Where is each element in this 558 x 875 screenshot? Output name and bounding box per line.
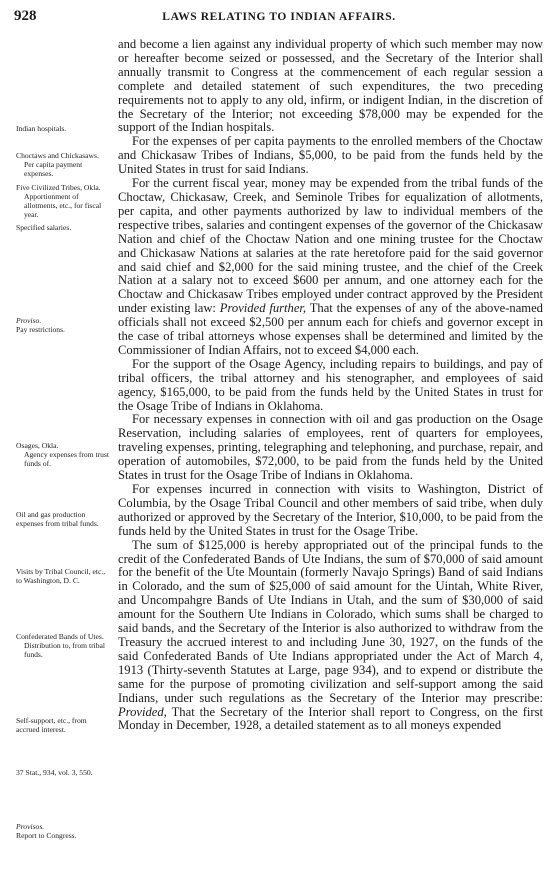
margin-note-line: Pay restrictions. bbox=[16, 325, 65, 334]
margin-note-indian-hospitals bbox=[16, 124, 112, 133]
paragraph: For the support of the Osage Agency, including repairs to buildings, and pay of tribal officers, the tribal attorney and his stenographer, and employees of said agency, $165,000, to be paid from the funds held by the United States in trust for the Osage Tribe of Indians in Oklahoma. bbox=[118, 356, 543, 413]
body-text bbox=[118, 38, 543, 733]
margin-note-line: Confederated Bands of Utes. bbox=[16, 632, 104, 641]
margin-note-self-support bbox=[16, 716, 112, 734]
proviso-phrase: Provided further, bbox=[219, 301, 307, 316]
margin-note-line: Indian hospitals. bbox=[16, 124, 67, 133]
margin-note-proviso-pay bbox=[16, 316, 112, 334]
margin-note-line: Self-support, etc., from accrued interest. bbox=[16, 716, 87, 734]
margin-note-ute-bands bbox=[16, 632, 112, 659]
paragraph-text: That the Secretary of the Interior shall report to Congress, on the first Monday in December, 1928, a detailed statement as to all moneys expended bbox=[118, 704, 544, 733]
margin-note-line: Apportionment of allotments, etc., for fiscal year. bbox=[24, 192, 102, 219]
margin-note-line: Report to Congress. bbox=[16, 831, 77, 840]
margin-note-line: Osages, Okla. bbox=[16, 441, 59, 450]
margin-note-line: 37 Stat., 934, vol. 3, 550. bbox=[16, 768, 93, 777]
margin-note-provisos-report bbox=[16, 822, 112, 840]
running-header: LAWS RELATING TO INDIAN AFFAIRS. bbox=[162, 11, 396, 23]
margin-note-line: Specified salaries. bbox=[16, 223, 72, 232]
margin-note-oil-gas bbox=[16, 510, 112, 528]
paragraph-text: That the expenses of any of the above-named officials shall not exceed $2,500 per annum each for chiefs and governor except in the case of tribal attorneys whose expenses shall be determined and limited by the Commissioner of Indian Affairs, not to exceed $4,000 each. bbox=[118, 301, 543, 357]
margin-note-line: Choctaws and Chickasaws. bbox=[16, 151, 99, 160]
margin-note-visits bbox=[16, 567, 112, 585]
margin-note-osages bbox=[16, 441, 112, 468]
margin-note-line: Agency expenses from trust funds of. bbox=[24, 450, 109, 468]
page-number: 928 bbox=[14, 8, 37, 24]
paragraph-text: For the current fiscal year, money may be expended from the tribal funds of the Choctaw, Chickasaw, Creek, and Seminole Tribes for equalization of allotments, per capita, and other payments authorized by law to individual members of the respective tribes, salaries and contingent expenses of the governor of the Chickasaw Nation and chief of the Choctaw Nation and one mining trustee for the Choctaw and Chickasaw Nations at salaries at the rate heretofore paid for the said governor and said chief and $2,000 for the said mining trustee, and the chief of the Creek Nation at a salary not to exceed $600 per annum, and one attorney each for the Choctaw and Chickasaw Tribes employed under contract approved by the President under existing law: bbox=[118, 176, 543, 316]
margin-note-choctaws-chickasaws bbox=[16, 151, 112, 178]
margin-note-line: Five Civilized Tribes, Okla. bbox=[16, 183, 101, 192]
paragraph bbox=[118, 177, 543, 358]
margin-note-line: Per capita payment expenses. bbox=[24, 160, 83, 178]
margin-note-line: Oil and gas production expenses from tribal funds. bbox=[16, 510, 99, 528]
paragraph: For necessary expenses in connection with oil and gas production on the Osage Reservation, including salaries of employees, rent of quarters for employees, traveling expenses, printing, telegraphing and telephoning, and purchase, repair, and operation of automobiles, $72,000, to be paid from the funds held by the United States in trust for the Osage Tribe of Indians in Oklahoma. bbox=[118, 412, 543, 483]
proviso-phrase: Provided, bbox=[118, 704, 167, 719]
paragraph bbox=[118, 539, 543, 734]
margin-note-line: Distribution to, from tribal funds. bbox=[24, 641, 105, 659]
margin-note-line: Visits by Tribal Council, etc., to Washington, D. C. bbox=[16, 567, 106, 585]
margin-note-five-civilized-tribes bbox=[16, 183, 112, 232]
paragraph-text: The sum of $125,000 is hereby appropriated out of the principal funds to the credit of the Confederated Bands of Ute Indians, the sum of $70,000 of said amount for the benefit of the Ute Mountain (formerly Navajo Springs) Band of said Indians in Colorado, and the sum of $25,000 of said amount for the Uintah, White River, and Uncompahgre Bands of Ute Indians in Utah, and the sum of $30,000 of said amount for the Southern Ute Indians in Colorado, which sums shall be charged to said bands, and the Secretary of the Interior is also authorized to withdraw from the Treasury the accrued interest to and including June 30, 1927, on the funds of the said Confederated Bands of Ute Indians appropriated under the Act of March 4, 1913 (Thirty-seventh Statutes at Large, page 934), and to expend or distribute the same for the purpose of promoting civilization and self-support among the said Indians, under such regulations as the Secretary of the Interior may prescribe: bbox=[118, 537, 543, 705]
paragraph: and become a lien against any individual property of which such member may now or hereafter become seized or possessed, and the Secretary of the Interior shall annually transmit to Congress at the commencement of each regular session a complete and detailed statement of such expenditures, the two preceding requirements not to apply to any old, infirm, or indigent Indian, in the discretion of the Secretary of the Interior; not exceeding $78,000 may be expended for the support of the Indian hospitals. bbox=[118, 37, 543, 135]
paragraph: For the expenses of per capita payments to the enrolled members of the Choctaw and Chickasaw Tribes of Indians, $5,000, to be paid from the funds held by the United States in trust for said Indians. bbox=[118, 134, 543, 177]
margin-note-line: Proviso. bbox=[16, 316, 42, 325]
margin-note-line: Provisos. bbox=[16, 822, 45, 831]
margin-note-statute-ref bbox=[16, 768, 112, 777]
paragraph: For expenses incurred in connection with visits to Washington, District of Columbia, by the Osage Tribal Council and other members of said tribe, when duly authorized or approved by the Secretary of the Interior, $10,000, to be paid from the funds held by the United States in trust for the Osage Tribe. bbox=[118, 482, 543, 538]
